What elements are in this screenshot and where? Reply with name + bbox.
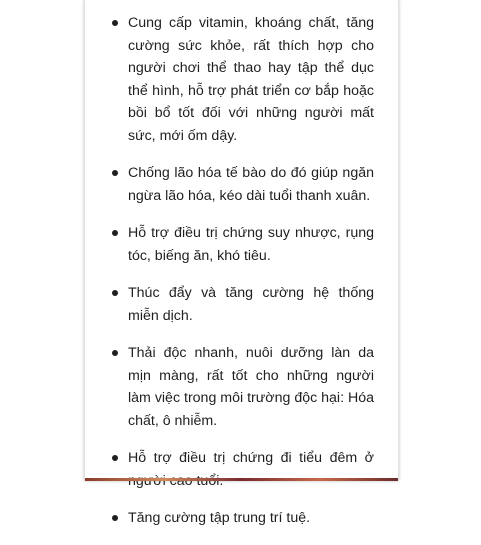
bullet-icon xyxy=(112,230,118,236)
benefit-item xyxy=(85,447,398,492)
bullet-icon xyxy=(112,20,118,26)
benefit-item xyxy=(85,507,398,530)
bullet-icon xyxy=(112,170,118,176)
benefit-item xyxy=(85,342,398,432)
bullet-icon xyxy=(112,515,118,521)
benefit-text: Cung cấp vitamin, khoáng chất, tăng cường sức khỏe, rất thích hợp cho người chơi thể thao hay tập thể dục thể hình, hỗ trợ phát triển cơ bắp hoặc bồi bổ tốt đối với những người mất sức, mới ốm dậy. xyxy=(128,15,374,144)
benefit-text: Tăng cường tập trung trí tuệ. xyxy=(128,510,311,526)
benefit-text: Chống lão hóa tế bào do đó giúp ngăn ngừa lão hóa, kéo dài tuổi thanh xuân. xyxy=(128,165,374,204)
benefit-item xyxy=(85,222,398,267)
benefit-item xyxy=(85,12,398,147)
benefit-text: Hỗ trợ điều trị chứng suy nhược, rụng tóc, biếng ăn, khó tiêu. xyxy=(128,225,374,264)
product-image-edge xyxy=(85,478,398,481)
benefit-text: Thải độc nhanh, nuôi dưỡng làn da mịn màng, rất tốt cho những người làm việc trong môi trường độc hại: Hóa chất, ô nhiễm. xyxy=(128,345,374,429)
benefit-item xyxy=(85,162,398,207)
benefits-list xyxy=(85,12,398,545)
bullet-icon xyxy=(112,455,118,461)
bullet-icon xyxy=(112,350,118,356)
bullet-icon xyxy=(112,290,118,296)
product-description-card xyxy=(84,0,399,526)
benefit-text: Thúc đẩy và tăng cường hệ thống miễn dịch. xyxy=(128,285,374,324)
benefit-item xyxy=(85,282,398,327)
benefit-text: Hỗ trợ điều trị chứng đi tiểu đêm ở xyxy=(128,450,374,466)
